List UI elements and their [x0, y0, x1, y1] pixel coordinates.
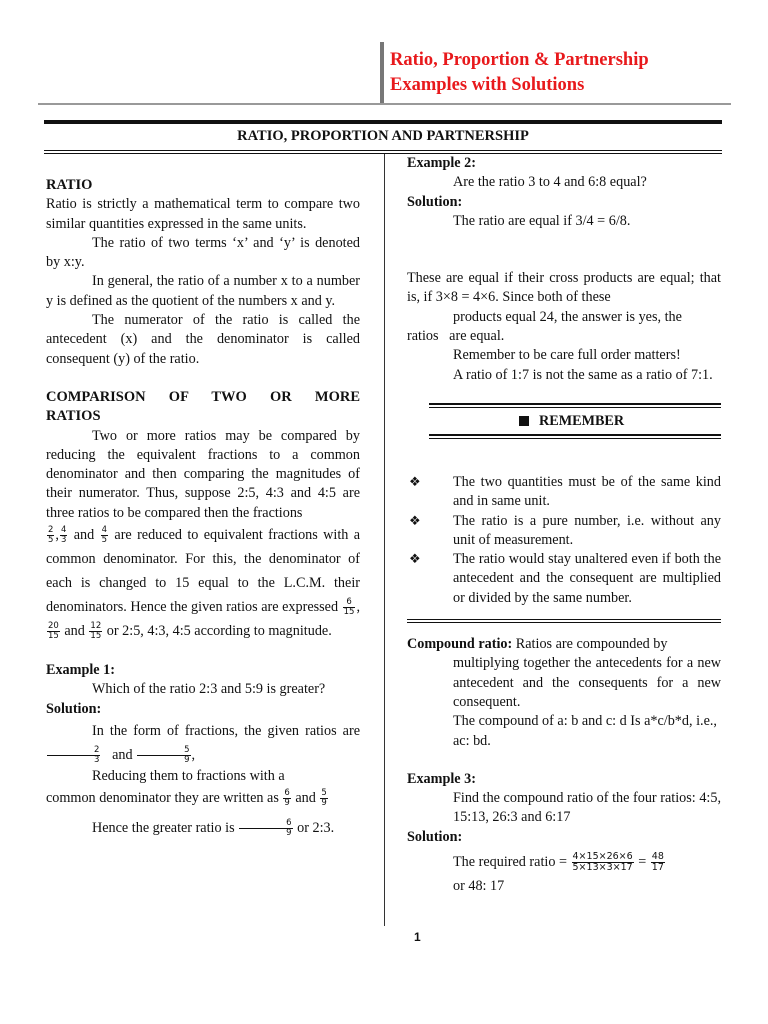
remember-rule-bottom	[429, 434, 721, 439]
example2-remember: Remember to be care full order matters!	[453, 347, 681, 364]
solution-heading: Solution:	[46, 700, 102, 717]
compound-ratio-definition: multiplying together the antecedents for a new antecedent and the consequents for a new consequent.	[453, 655, 721, 710]
comparison-heading: COMPARISON OF TWO OR MORE RATIOS	[46, 388, 360, 425]
ratio-antecedent: The numerator of the ratio is called the antecedent (x) and the denominator is called consequent (y) of the ratio.	[46, 312, 360, 367]
remember-box	[429, 403, 721, 439]
fraction: $\frac{20}{15}$	[48, 621, 59, 642]
compound-ratio-line: Compound ratio: Ratios are compounded by	[407, 636, 668, 653]
fraction: $\frac{48}{17}$	[651, 851, 664, 874]
title-line-1: Ratio, Proportion & Partnership	[390, 50, 649, 70]
example3-heading: Example 3:	[407, 770, 476, 787]
example2-paragraph-1b: products equal 24, the answer is yes, the	[453, 308, 682, 325]
left-column	[46, 176, 360, 840]
example3-question: Find the compound ratio of the four ratios: 4:5, 15:13, 26:3 and 6:17	[453, 790, 721, 826]
example2-solution: The ratio are equal if 3/4 = 6/8.	[453, 212, 631, 229]
comparison-text-2: are reduced to equivalent fractions with a common denominator. For this, the denominator of each is changed to 15 equal to the L.C.M. their denominators. Hence the given ratios are expressed	[46, 527, 361, 616]
example1-solution-3: Hence the greater ratio is $\frac{6}{9}$ or 2:3.	[92, 818, 335, 839]
compound-ratio-result: ac: bd.	[453, 732, 491, 749]
fraction: $\frac{6}{9}$	[239, 819, 292, 838]
example1-solution-2: common denominator they are written as $\frac{6}{9}$ and $\frac{5}{9}$	[46, 788, 327, 809]
fraction: $\frac{5}{9}$	[321, 788, 327, 809]
fraction: $\frac{6}{9}$	[284, 788, 290, 809]
fraction: $\frac{2}{5}$	[48, 525, 54, 546]
fraction: $\frac{4}{3}$	[60, 525, 67, 546]
title-line-2: Examples with Solutions	[390, 75, 585, 95]
remember-item: ❖ The two quantities must be of the same kind and in same unit.	[409, 473, 721, 510]
remember-header: REMEMBER	[429, 408, 721, 434]
document-title	[390, 48, 649, 98]
example3-solution: The required ratio = $\frac{4\times 15\times 26\times 6}{5\times 13\times 3\times 17}$ = $\frac{48}{17}$	[453, 851, 664, 874]
example2-paragraph-1c: ratios are equal.	[407, 328, 505, 345]
header-divider	[380, 42, 384, 104]
fraction: $\frac{5}{9}$	[137, 746, 190, 765]
remember-list	[407, 473, 721, 608]
diamond-bullet-icon: ❖	[409, 552, 421, 568]
column-divider	[384, 154, 385, 926]
and-word: and	[73, 527, 95, 544]
ratio-heading: RATIO	[46, 177, 93, 193]
diamond-bullet-icon: ❖	[409, 513, 421, 529]
solution-heading: Solution:	[407, 828, 463, 845]
example1-solution-1: In the form of fractions, the given ratios are $\frac{2}{3}$ and $\frac{5}{9}$ ,	[46, 719, 360, 767]
header-rule	[38, 103, 731, 105]
comparison-text	[46, 427, 360, 523]
and-word: and	[64, 623, 85, 640]
remember-item: ❖ The ratio would stay unaltered even if both the antecedent and the consequent are multiplied or divided by the same number.	[409, 551, 721, 606]
fraction: $\frac{4}{5}$	[101, 525, 108, 546]
example1-solution-2a: Reducing them to fractions with a	[92, 767, 285, 784]
diamond-bullet-icon: ❖	[409, 474, 421, 490]
section-banner: RATIO, PROPORTION AND PARTNERSHIP	[237, 128, 529, 144]
right-column	[407, 154, 721, 896]
comparison-fractions-line: $\frac{2}{5}$ , $\frac{4}{3}$ and $\frac{4}{5}$ are reduced to equivalent fractions with a common denominator. For this, the denominator of each is changed to 15 equal to the L.C.M. their denominators. Hence the given ratios are expressed $\frac{6}{15}$ , $\frac{20}{15}$ and $\frac{12}{15}$ or 2:5, 4:3, 4:5 according to magnitude.	[46, 525, 361, 642]
solution-heading: Solution:	[407, 193, 463, 210]
example3-answer: or 48: 17	[453, 878, 505, 895]
fraction: $\frac{6}{15}$	[343, 597, 355, 618]
fraction: $\frac{4\times 15\times 26\times 6}{5\times 13\times 3\times 17}$	[572, 851, 633, 874]
fraction: $\frac{2}{3}$	[47, 746, 100, 765]
remember-item: ❖ The ratio is a pure number, i.e. without any unit of measurement.	[409, 512, 721, 548]
banner-rule-top	[44, 120, 722, 124]
page-number: 1	[414, 930, 421, 944]
example2-question: Are the ratio 3 to 4 and 6:8 equal?	[453, 174, 647, 191]
section-rule	[407, 619, 721, 623]
example2-order: A ratio of 1:7 is not the same as a ratio of 7:1.	[453, 366, 713, 383]
example1-question: Which of the ratio 2:3 and 5:9 is greater?	[92, 681, 326, 698]
example2-paragraph-1a: These are equal if their cross products are equal; that is, if 3×8 = 4×6. Since both of these	[407, 270, 721, 306]
comparison-text-1: Two or more ratios may be compared by reducing the equivalent fractions to a common denominator and then comparing the magnitudes of their numerator. Thus, suppose 2:5, 4:3 and 4:5 are three ratios to be compared then the fractions	[46, 427, 360, 521]
example2-heading: Example 2:	[407, 155, 476, 171]
comparison-text-3: or 2:5, 4:3, 4:5 according to magnitude.	[106, 623, 332, 640]
example1-heading: Example 1:	[46, 662, 115, 679]
ratio-definition: Ratio is strictly a mathematical term to compare two similar quantities expressed in the same units.	[46, 196, 360, 232]
ratio-general: In general, the ratio of a number x to a number y is defined as the quotient of the numbers x and y.	[46, 273, 360, 309]
square-bullet-icon	[519, 416, 529, 426]
fraction: $\frac{12}{15}$	[90, 621, 102, 642]
compound-ratio-example: The compound of a: b and c: d Is a*c/b*d, i.e.,	[453, 713, 717, 730]
ratio-notation: The ratio of two terms ‘x’ and ‘y’ is denoted by x:y.	[46, 234, 360, 271]
